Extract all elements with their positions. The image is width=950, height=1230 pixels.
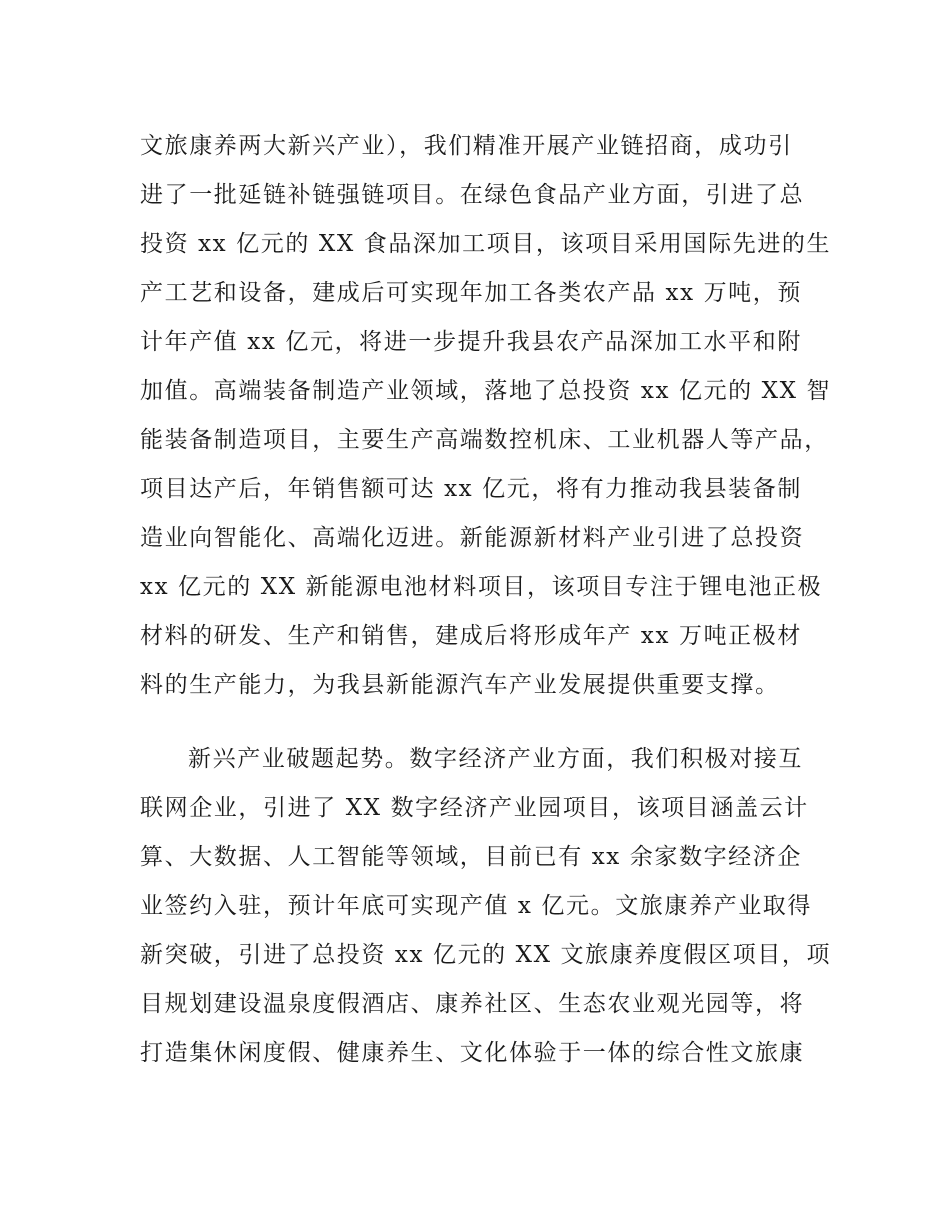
text-line: 项目达产后，年销售额可达 xx 亿元，将有力推动我县装备制: [140, 476, 802, 502]
text-line: 业签约入驻，预计年底可实现产值 x 亿元。文旅康养产业取得: [140, 893, 812, 919]
text-line: 联网企业，引进了 XX 数字经济产业园项目，该项目涵盖云计: [140, 795, 809, 821]
paragraph-spacer: [140, 710, 830, 735]
paragraph-key-industries: [140, 122, 830, 710]
text-line: 投资 xx 亿元的 XX 食品深加工项目，该项目采用国际先进的生: [140, 231, 832, 257]
text-line: 计年产值 xx 亿元，将进一步提升我县农产品深加工水平和附: [140, 329, 802, 355]
text-line: 文旅康养两大新兴产业），我们精准开展产业链招商，成功引: [140, 133, 793, 159]
text-line: 新兴产业破题起势。数字经济产业方面，我们积极对接互: [188, 746, 803, 772]
text-line: 产工艺和设备，建成后可实现年加工各类农产品 xx 万吨，预: [140, 280, 802, 306]
text-line: 算、大数据、人工智能等领域，目前已有 xx 余家数字经济企: [140, 844, 802, 870]
text-line: 材料的研发、生产和销售，建成后将形成年产 xx 万吨正极材: [140, 623, 802, 649]
text-line: 加值。高端装备制造产业领域，落地了总投资 xx 亿元的 XX 智: [140, 378, 832, 404]
text-line: 料的生产能力，为我县新能源汽车产业发展提供重要支撑。: [140, 672, 780, 698]
document-body: [140, 122, 830, 1078]
text-line: 能装备制造项目，主要生产高端数控机床、工业机器人等产品，: [140, 427, 829, 453]
text-line: 新突破，引进了总投资 xx 亿元的 XX 文旅康养度假区项目，项: [140, 942, 832, 968]
text-line: xx 亿元的 XX 新能源电池材料项目，该项目专注于锂电池正极: [140, 574, 823, 600]
paragraph-emerging-industries: [140, 735, 830, 1078]
text-line: 进了一批延链补链强链项目。在绿色食品产业方面，引进了总: [140, 182, 805, 208]
text-line: 造业向智能化、高端化迈进。新能源新材料产业引进了总投资: [140, 525, 805, 551]
text-line: 目规划建设温泉度假酒店、康养社区、生态农业观光园等，将: [140, 991, 805, 1017]
text-line: 打造集休闲度假、健康养生、文化体验于一体的综合性文旅康: [140, 1040, 805, 1066]
